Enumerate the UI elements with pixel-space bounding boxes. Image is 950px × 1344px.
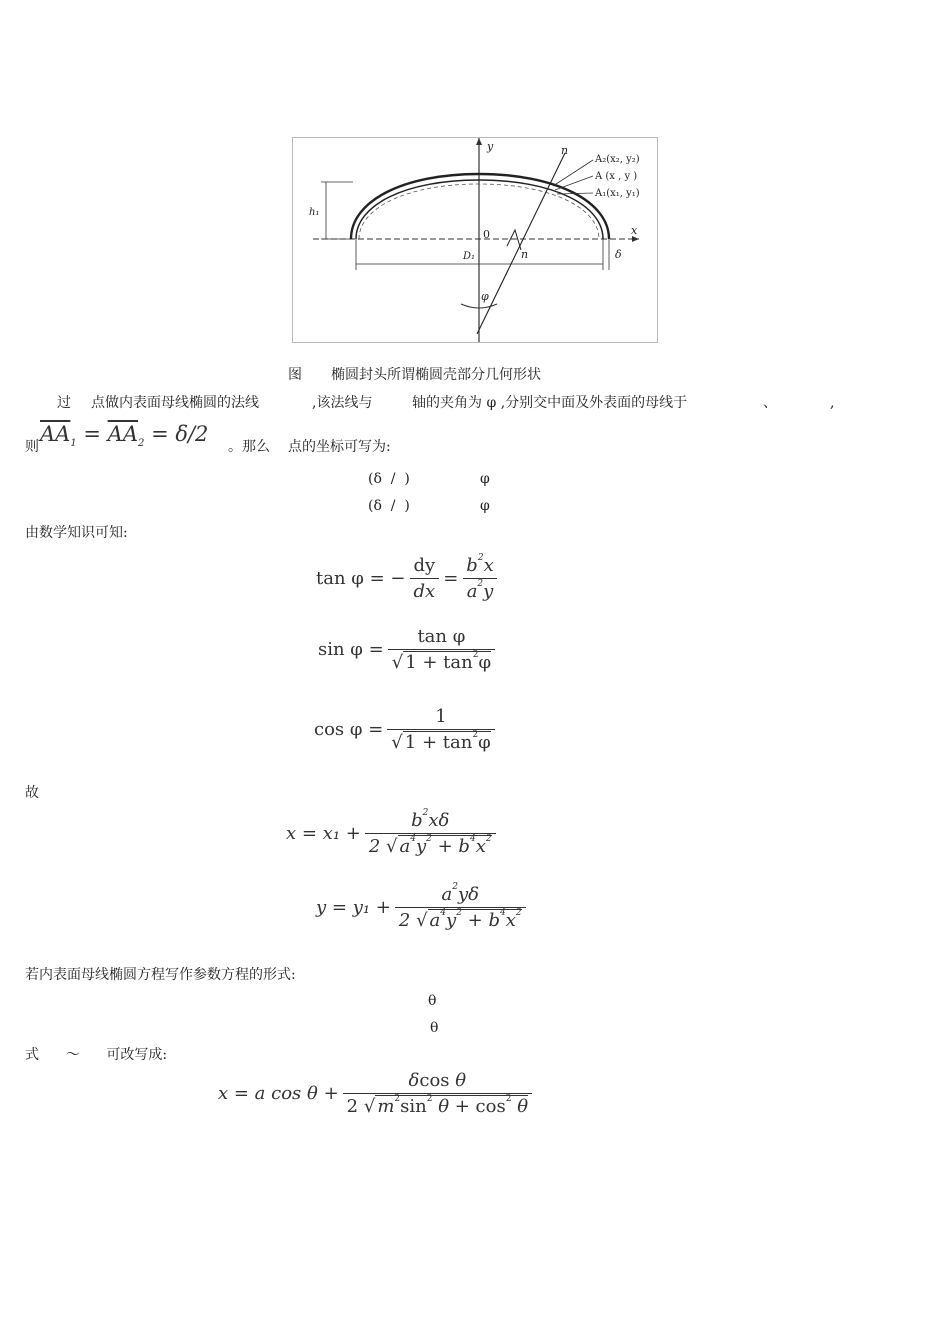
sin-formula: sin φ = $\frac{\text{tan φ}}{√ 1 + \tan^2\varphi}$ [318,626,499,673]
tan-den: dx [410,578,440,602]
tan-num: dy [413,555,436,576]
sin-lhs: sin φ = [318,639,384,660]
para1-part-1: 过 [57,395,71,411]
cos-lhs: cos φ = [314,719,384,740]
x-formula: x = x₁ + $\frac{b^2x\delta}{2 √ a^4y^2 + b^4x^2}$ [286,810,500,857]
para1-part-3: ,该法线与 [312,395,373,411]
coord-line-1-right: φ [480,471,490,487]
cos-formula: cos φ = $\frac{1}{√ 1 + \tan^2\varphi}$ [314,706,499,753]
para1-line2-start: 则 [25,439,39,455]
text-param: 若内表面母线椭圆方程写作参数方程的形式: [25,967,296,983]
cos-num: 1 [435,706,447,727]
n-label-bottom: n [521,248,529,261]
ellipse-head-figure [292,137,658,343]
theta-line-1: θ [428,993,437,1009]
para1-line2-end: 。那么 [228,439,270,455]
text-therefore: 故 [25,785,39,801]
n-label-top: n [561,144,569,157]
coord-line-2-left: (δ / ) [368,498,410,514]
sin-num: tan φ [417,626,466,647]
y-formula: y = y₁ + $\frac{a^2y\delta}{2 √ a^4y^2 + b^4x^2}$ [316,884,530,931]
theta-line-2: θ [430,1020,439,1036]
phi-label: φ [481,290,489,303]
para1-part-4: 轴的夹角为 φ ,分别交中面及外表面的母线于 [412,395,688,411]
point-a2-label: A₂(x₂, y₂) [595,154,640,165]
coord-line-1-left: (δ / ) [368,471,410,487]
aa-equation: $\overline{AA}_1 = \overline{AA}_2 = \delta/2$ [40,422,209,450]
param-lhs: x = a cos θ + [218,1083,339,1104]
coord-line-2-right: φ [480,498,490,514]
delta-label: δ [615,248,622,261]
para1-line2-tail: 点的坐标可写为: [288,439,391,455]
tan-lhs: tan φ = − [316,568,406,589]
h1-label: h₁ [309,207,320,218]
origin-label: 0 [483,228,490,241]
y-lhs: y = y₁ + [316,897,391,918]
text-rewrite: 式 ～ 可改写成: [25,1047,168,1063]
point-a-label: A (x , y ) [595,171,638,182]
figure-caption: 椭圆封头所谓椭圆壳部分几何形状 [331,367,541,383]
x-lhs: x = x₁ + [286,823,361,844]
y-axis-label: y [487,140,494,153]
point-a1-label: A₁(x₁, y₁) [595,188,640,199]
tan-formula: tan φ = − $\frac{dy}{dx}$ = $\frac{b^2x}{a^2y}$ [316,555,502,602]
para1-part-6: , [830,395,835,411]
para1-part-5: 、 [763,395,777,411]
caption-prefix: 图 [288,367,302,383]
text-known: 由数学知识可知: [25,525,128,541]
d1-label: D₁ [463,251,476,262]
para1-part-2: 点做内表面母线椭圆的法线 [91,395,259,411]
x-axis-label: x [631,224,638,237]
param-formula: x = a cos θ + $\frac{\text{δcos θ}}{2 √ m^2\sin^2 \theta + \cos^2 \theta}$ [218,1070,536,1117]
